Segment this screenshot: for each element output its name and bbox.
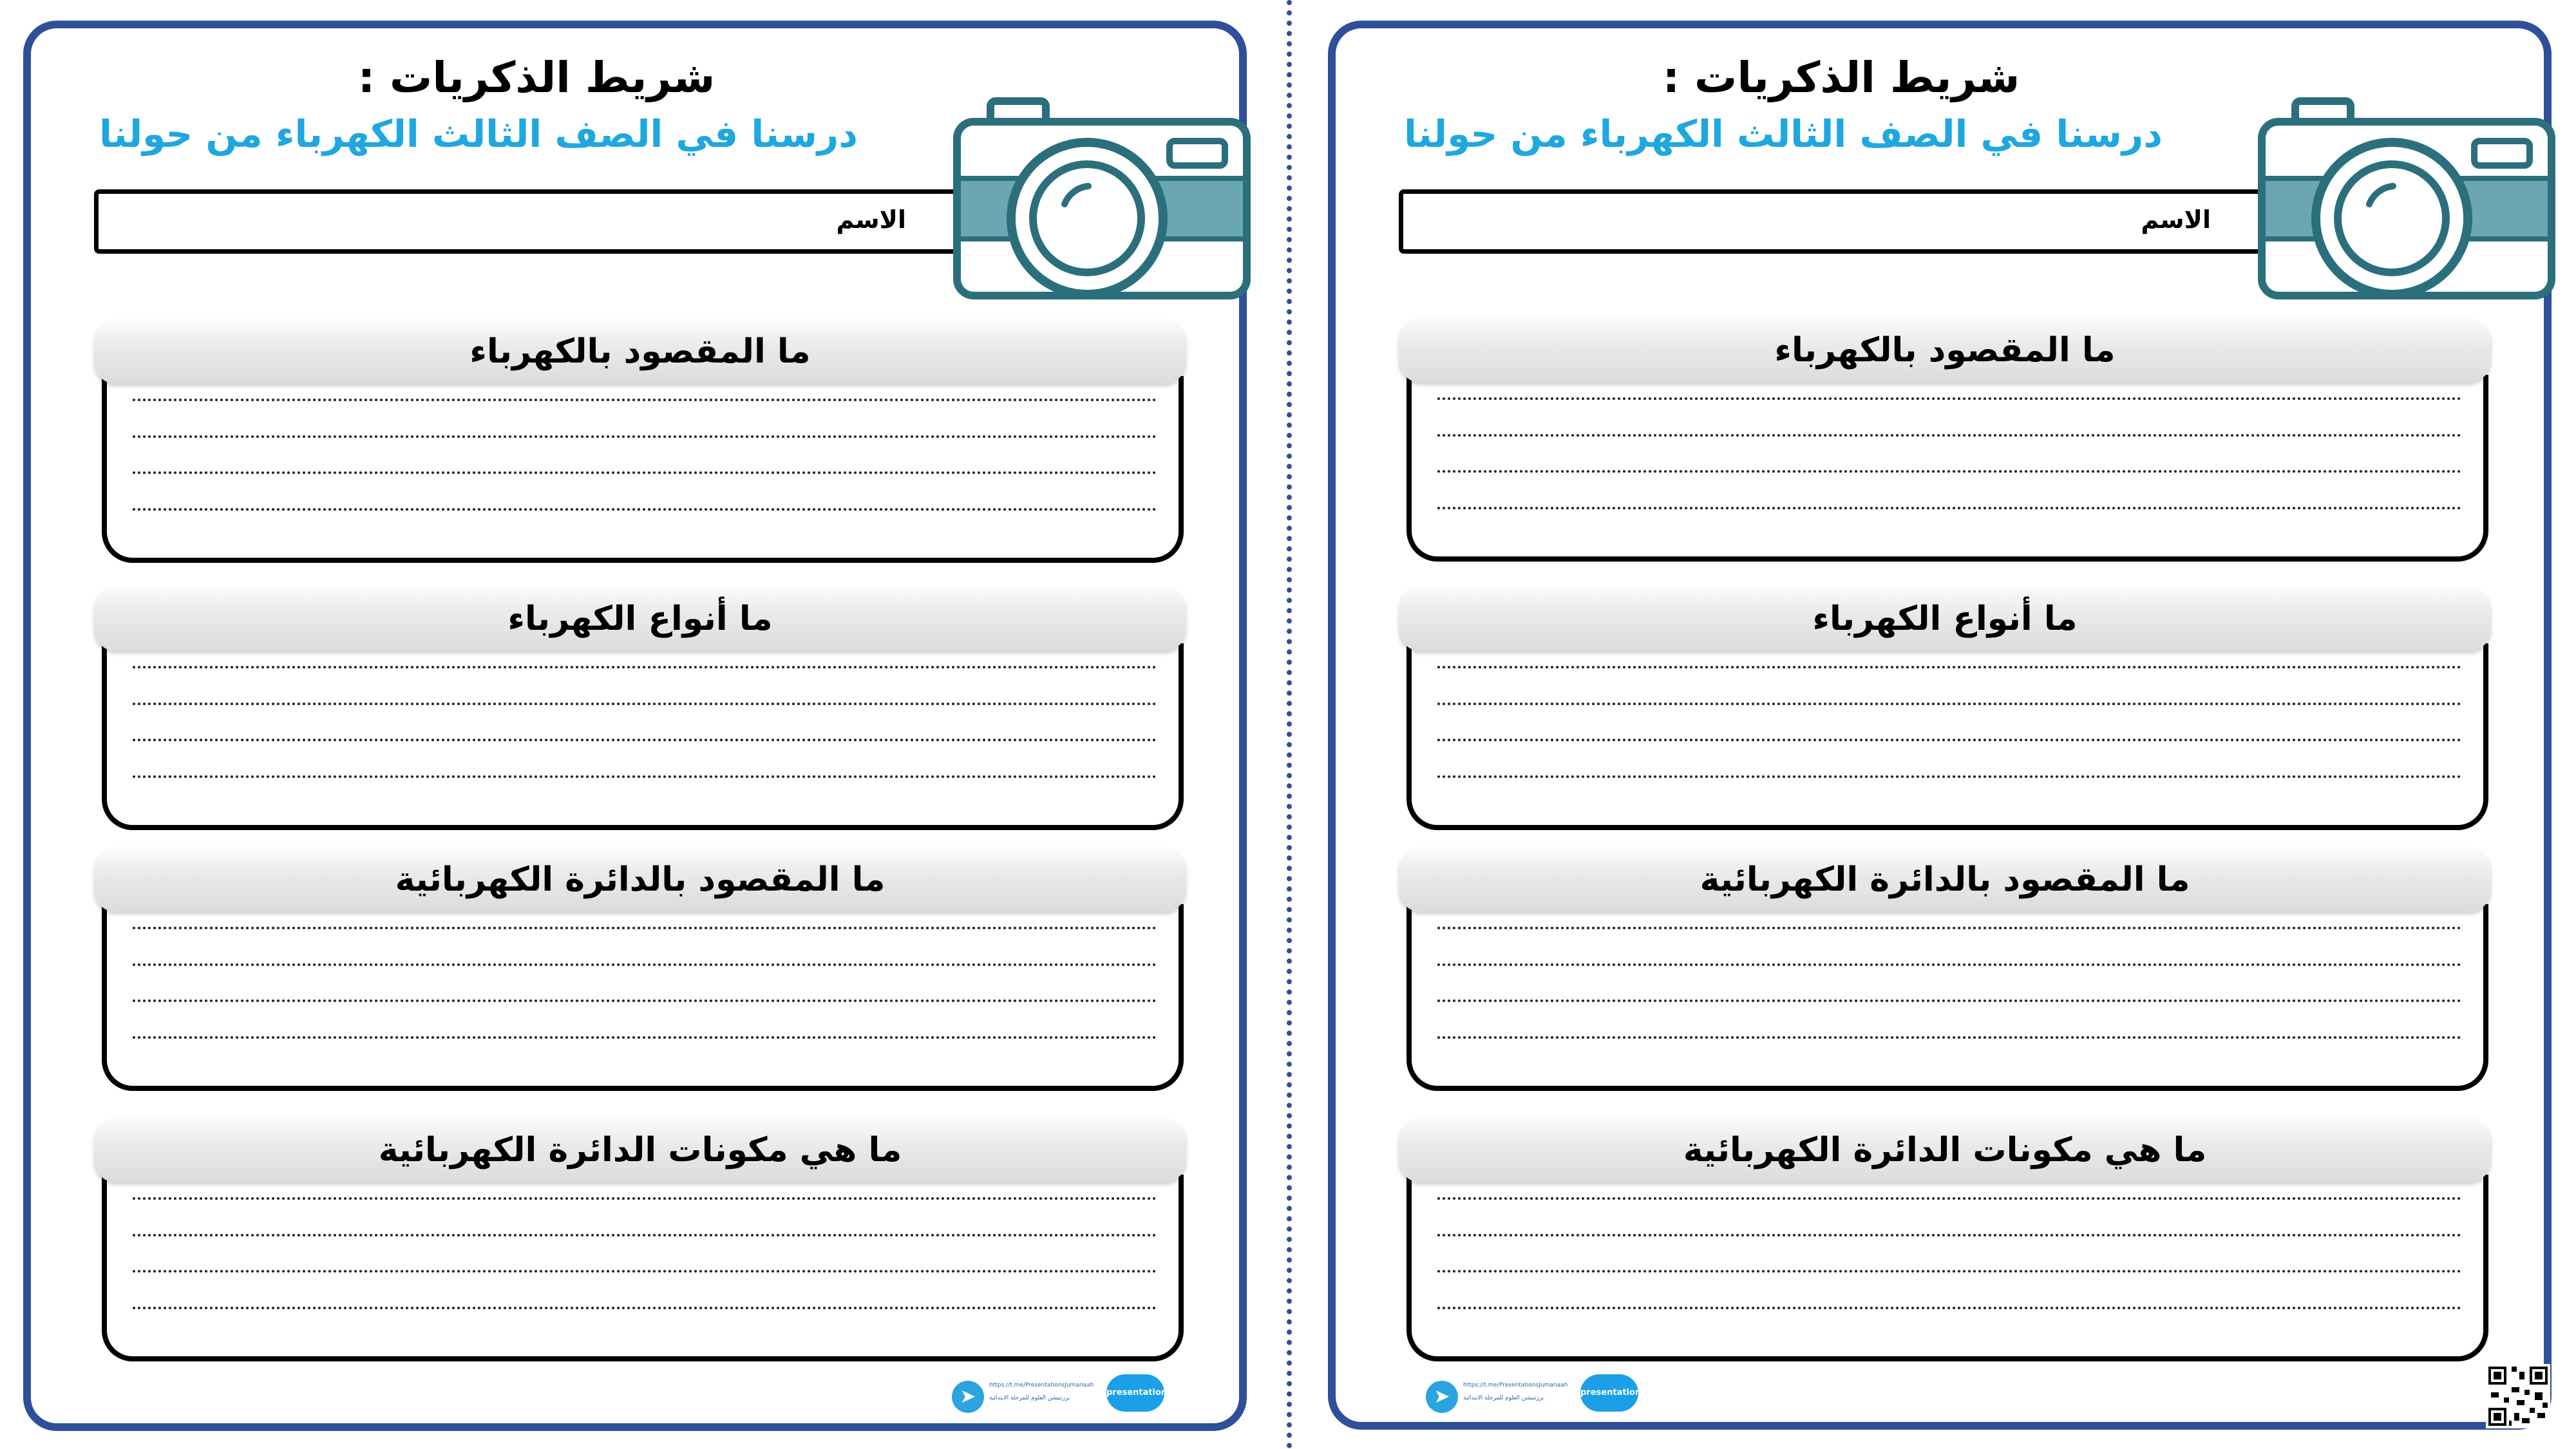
- worksheet-right: [1328, 21, 2552, 1430]
- question-card: [1399, 1118, 2491, 1364]
- worksheet-title: شريط الذكريات :: [357, 53, 715, 102]
- worksheet-left: [23, 21, 1247, 1431]
- camera-icon: [952, 96, 1255, 328]
- question-card: [94, 848, 1186, 1094]
- footer: [952, 1374, 1171, 1426]
- telegram-icon[interactable]: ➤: [952, 1381, 984, 1413]
- footer-link[interactable]: https://t.me/PresentationsJumanaah: [989, 1382, 1094, 1388]
- question-card: [1399, 318, 2491, 564]
- answer-area[interactable]: [1406, 643, 2488, 830]
- question-card: [94, 587, 1186, 833]
- question-title: ما المقصود بالدائرة الكهربائية: [94, 848, 1186, 912]
- answer-area[interactable]: [102, 904, 1184, 1091]
- question-card: [94, 1118, 1186, 1364]
- answer-area[interactable]: [102, 643, 1184, 830]
- question-card: [94, 319, 1186, 565]
- question-title: ما المقصود بالدائرة الكهربائية: [1399, 848, 2491, 912]
- worksheet-title: شريط الذكريات :: [1662, 53, 2020, 102]
- answer-area[interactable]: [1406, 1175, 2488, 1361]
- camera-icon: [2257, 96, 2559, 328]
- footer-credit: برزنتيشن العلوم للمرحلة الابتدائية: [1463, 1395, 1544, 1401]
- answer-area[interactable]: [1406, 375, 2488, 562]
- question-title: ما هي مكونات الدائرة الكهربائية: [1399, 1118, 2491, 1182]
- question-title: ما أنواع الكهرباء: [94, 587, 1186, 651]
- question-title: ما المقصود بالكهرباء: [94, 319, 1186, 384]
- question-title: ما أنواع الكهرباء: [1399, 587, 2491, 651]
- footer: [1426, 1374, 1645, 1426]
- qr-code[interactable]: [2486, 1364, 2550, 1428]
- answer-area[interactable]: [102, 1175, 1184, 1361]
- brand-logo: presentation: [1580, 1374, 1638, 1412]
- brand-logo: presentation: [1106, 1374, 1164, 1412]
- name-label: الاسم: [836, 205, 906, 234]
- answer-area[interactable]: [102, 376, 1184, 563]
- name-label: الاسم: [2141, 205, 2211, 234]
- page-divider: [1287, 0, 1292, 1449]
- question-card: [1399, 848, 2491, 1094]
- name-field[interactable]: [1399, 189, 2300, 254]
- worksheet-subtitle: درسنا في الصف الثالث الكهرباء من حولنا: [1403, 112, 2163, 156]
- name-field[interactable]: [94, 189, 996, 254]
- question-title: ما هي مكونات الدائرة الكهربائية: [94, 1118, 1186, 1182]
- footer-credit: برزنتيشن العلوم للمرحلة الابتدائية: [989, 1395, 1070, 1401]
- question-card: [1399, 587, 2491, 833]
- worksheet-subtitle: درسنا في الصف الثالث الكهرباء من حولنا: [99, 112, 858, 156]
- footer-link[interactable]: https://t.me/PresentationsJumanaah: [1463, 1382, 1568, 1388]
- telegram-icon[interactable]: ➤: [1426, 1381, 1458, 1413]
- question-title: ما المقصود بالكهرباء: [1399, 318, 2491, 383]
- answer-area[interactable]: [1406, 904, 2488, 1091]
